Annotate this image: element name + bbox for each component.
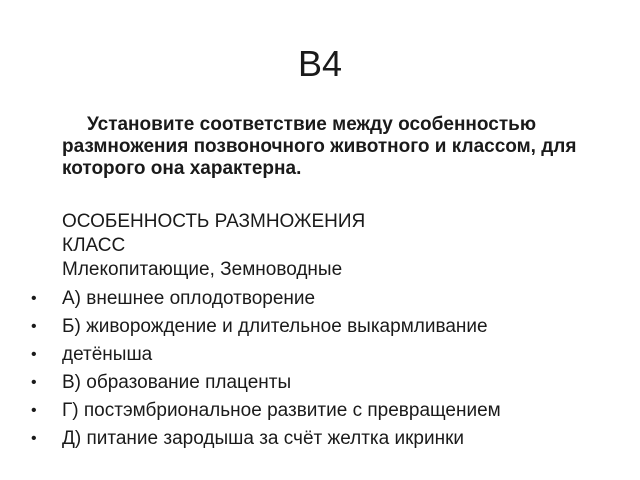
slide-title: В4 <box>297 43 343 84</box>
feature-list <box>0 288 640 456</box>
list-item-text: Д) питание зародыша за счёт желтка икринки <box>62 428 465 449</box>
bullet-icon: • <box>31 430 37 447</box>
class-options: Млекопитающие, Земноводные <box>62 259 343 280</box>
list-item-text: Г) постэмбриональное развитие с превращением <box>62 400 501 421</box>
bullet-icon: • <box>31 402 37 419</box>
list-item <box>0 344 622 366</box>
list-item <box>0 428 622 450</box>
bullet-icon: • <box>31 374 37 391</box>
bullet-icon: • <box>31 318 37 335</box>
bullet-icon: • <box>31 346 37 363</box>
feature-column-header: ОСОБЕННОСТЬ РАЗМНОЖЕНИЯ <box>62 211 366 232</box>
list-item-text: В) образование плаценты <box>62 372 292 393</box>
list-item-text: А) внешнее оплодотворение <box>62 288 316 309</box>
list-item <box>0 372 622 394</box>
bullet-icon: • <box>31 290 37 307</box>
list-item <box>0 400 622 422</box>
task-question: Установите соответствие между особенностью размножения позвоночного животного и классом, для которого она характерна. <box>62 114 577 179</box>
list-item-text: детёныша <box>62 344 153 365</box>
list-item <box>0 288 622 310</box>
list-item <box>0 316 622 338</box>
list-item-text: Б) живорождение и длительное выкармливание <box>62 316 488 337</box>
class-column-header: КЛАСС <box>62 235 126 256</box>
